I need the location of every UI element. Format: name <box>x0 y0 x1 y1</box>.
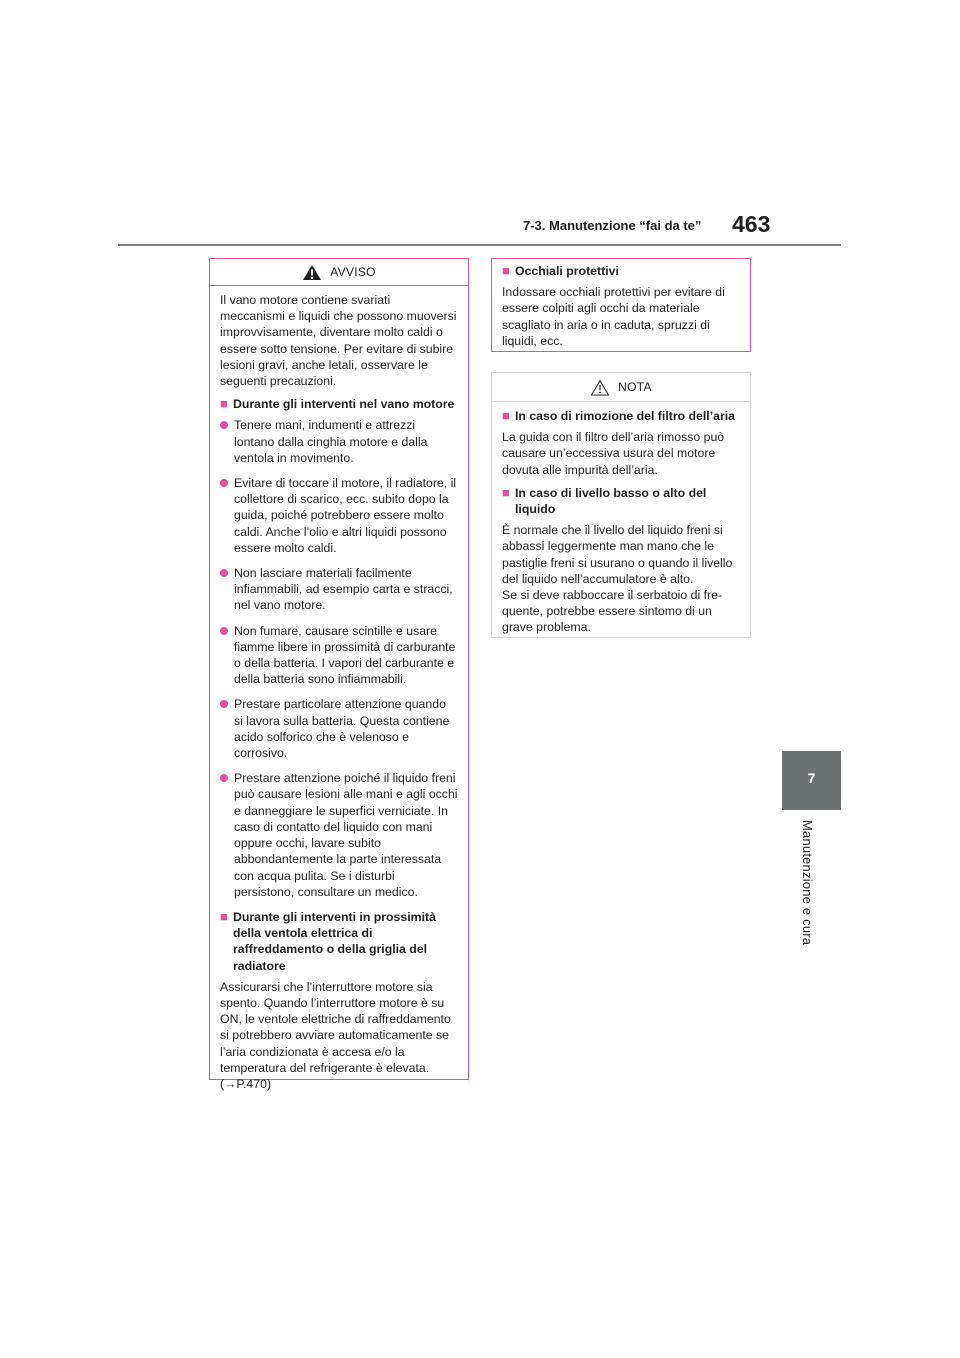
list-item: Non fumare, causare scintille e usare fiamme libere in prossimità di carburante o della batteria. I vapori del carburante e della batteria sono infiammabili. <box>220 623 458 688</box>
warning-intro: Il vano motore contiene svariati meccanismi e liquidi che possono muoversi improvvisamente, diventare molto caldi o essere sotto tensione. Per evitare di subire lesioni gravi, anche letali, osservare le seguenti precauzioni. <box>220 293 457 389</box>
warning-header <box>210 259 468 286</box>
note-title: NOTA <box>618 379 652 394</box>
warning-title: AVVISO <box>330 264 376 279</box>
chapter-number: 7 <box>807 770 816 786</box>
round-bullet-icon <box>220 421 228 429</box>
chapter-label: Manutenzione e cura <box>800 820 815 946</box>
warning-subheading-fan: ■ Durante gli interventi in prossimità della ventola elettrica di raffreddamento o della griglia del radiatore <box>220 908 436 973</box>
round-bullet-icon <box>220 479 228 487</box>
square-bullet-icon: ■ <box>220 396 228 412</box>
goggles-heading: ■ Occhiali protettivi <box>502 263 619 278</box>
square-bullet-icon: ■ <box>220 908 228 924</box>
goggles-box <box>491 258 751 352</box>
list-item: Prestare particolare attenzione quando si lavora sulla batteria. Questa contiene acido solforico che è velenoso e corrosivo. <box>220 696 458 761</box>
note-box <box>491 372 751 638</box>
round-bullet-icon <box>220 627 228 635</box>
square-bullet-icon: ■ <box>502 263 510 278</box>
note-fluid-text-2: Se si deve rabboccare il serbatoio di frequente, potrebbe essere sintomo di un grave problema. <box>502 588 723 635</box>
list-item: Non lasciare materiali facilmente infiammabili, ad esempio carta e stracci, nel vano motore. <box>220 565 458 614</box>
note-fluid-text: È normale che il livello del liquido freni si abbassi leggermente man mano che le pastiglie freni si usurano o quando il livello del liquido nell’accumulatore è alto. <box>502 523 733 586</box>
square-bullet-icon: ■ <box>502 408 510 423</box>
round-bullet-icon <box>220 700 228 708</box>
square-bullet-icon: ■ <box>502 484 510 500</box>
note-subheading-fluid: ■ In caso di livello basso o alto del liquido <box>502 484 707 517</box>
note-header <box>492 373 750 402</box>
header-divider <box>118 244 841 246</box>
round-bullet-icon <box>220 569 228 577</box>
note-subheading-filter: ■ In caso di rimozione del filtro dell’aria <box>502 408 736 423</box>
list-item: Tenere mani, indumenti e attrezzi lontano dalla cinghia motore e dalla ventola in movimento. <box>220 417 458 466</box>
list-item: Prestare attenzione poiché il liquido freni può causare lesioni alle mani e agli occhi e danneggiare le superfici verniciate. In caso di contatto del liquido con mani oppure occhi, lavare subito abbondantemente la parte interessata con acqua pulita. Se i disturbi persistono, consultare un medico. <box>220 770 458 900</box>
goggles-text: Indossare occhiali protettivi per evitare di essere colpiti agli occhi da materiale scagliato in aria o in caduta, spruzzi di liquidi, ecc. <box>502 285 725 348</box>
warning-fan-text: Assicurarsi che l’interruttore motore sia spento. Quando l’interruttore motore è su ON, le ventole elettriche di raffreddamento si potrebbero avviare automaticamente se l’aria condizionata è accesa e/o la temperatura del refrigerante è elevata. (→P.470) <box>220 979 451 1091</box>
caution-triangle-icon <box>590 379 610 396</box>
page-number: 463 <box>732 211 771 237</box>
list-item: Evitare di toccare il motore, il radiatore, il collettore di scarico, ecc. subito dopo la guida, poiché potrebbero essere molto caldi. Anche l’olio e altri liquidi possono essere molto caldi. <box>220 475 458 556</box>
warning-subheading-engine: ■ Durante gli interventi nel vano motore <box>220 396 455 412</box>
chapter-tab <box>782 751 841 810</box>
note-filter-text: La guida con il filtro dell’aria rimosso può causare un’eccessiva usura del motore dovuta alle impurità dell’aria. <box>502 430 725 477</box>
warning-triangle-icon <box>302 264 322 281</box>
warning-box <box>209 258 469 1091</box>
section-title: 7-3. Manutenzione “fai da te” <box>523 218 702 233</box>
round-bullet-icon <box>220 774 228 782</box>
